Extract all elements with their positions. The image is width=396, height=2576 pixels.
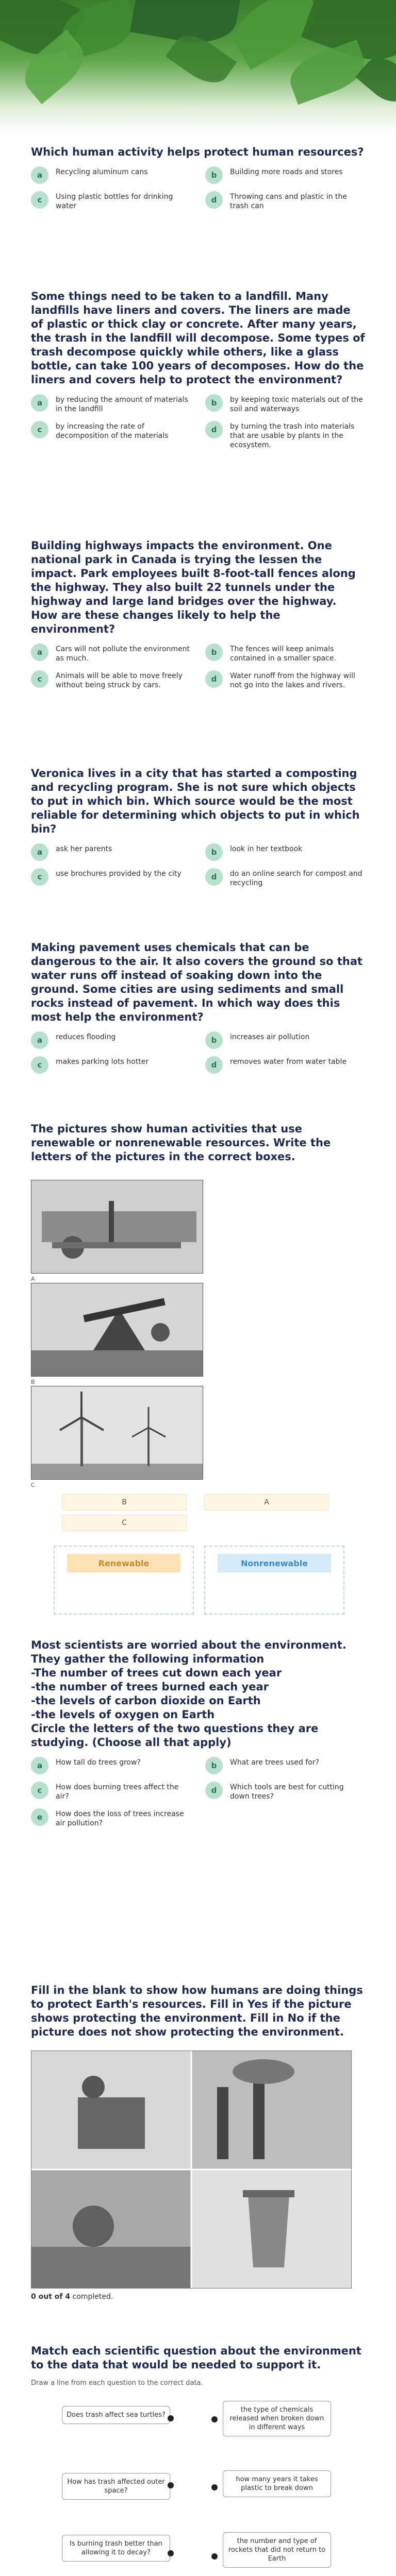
image-a-block <box>31 1180 203 1291</box>
option-label: by turning the trash into materials that are usable by plants in the ecosystem. <box>230 422 355 449</box>
option-b[interactable] <box>205 166 365 184</box>
question-text: Building highways impacts the environment. One national park in Canada is trying the lessen the impact. Park employees built 8-foot-tall fences along the highway. They also built 22 tunnels under the highway and large land bridges over the highway. How are these changes likely to help the environment? <box>31 539 356 635</box>
image-wind-turbines <box>31 1386 203 1480</box>
option-d[interactable] <box>205 191 365 211</box>
option-letter: c <box>31 421 48 438</box>
option-c[interactable] <box>31 670 191 690</box>
drag-chip-c[interactable]: C <box>62 1515 187 1531</box>
option-letter: b <box>205 1031 223 1049</box>
option-d[interactable] <box>205 421 365 450</box>
option-label: Building more roads and stores <box>230 168 343 176</box>
option-c[interactable] <box>31 191 191 211</box>
option-label: removes water from water table <box>230 1058 347 1066</box>
question-text: Fill in the blank to show how humans are doing things to protect Earth's resources. Fill in Yes if the picture shows protecting the environment. Fill in No if the picture does not show protecting the environment. <box>31 1984 363 2038</box>
option-c[interactable] <box>31 1782 191 1801</box>
option-letter: a <box>31 843 48 861</box>
question-3 <box>31 539 365 690</box>
option-label: do an online search for compost and recycling <box>230 870 362 887</box>
option-label: Cars will not pollute the environment as much. <box>56 645 190 663</box>
option-d[interactable] <box>205 868 365 888</box>
option-letter: d <box>205 421 223 438</box>
option-letter: a <box>31 394 48 412</box>
drag-chip-a[interactable]: A <box>204 1494 329 1511</box>
progress-text <box>31 2293 113 2301</box>
match-left-2-dot[interactable] <box>168 2482 174 2488</box>
match-left-2[interactable]: How has trash affected outer space? <box>62 2473 170 2500</box>
question-2 <box>31 290 365 450</box>
question-5 <box>31 941 365 1074</box>
option-label: Animals will be able to move freely without being struck by cars. <box>56 672 183 689</box>
option-label: ask her parents <box>56 845 112 853</box>
option-a[interactable] <box>31 166 191 184</box>
match-left-1[interactable]: Does trash affect sea turtles? <box>62 2406 170 2424</box>
options <box>31 643 365 690</box>
match-right-2-dot[interactable] <box>211 2484 218 2490</box>
renewable-label: Renewable <box>67 1554 180 1572</box>
option-letter: c <box>31 868 48 886</box>
question-text: Which human activity helps protect human resources? <box>31 146 364 158</box>
option-label: Recycling aluminum cans <box>56 168 148 176</box>
option-a[interactable] <box>31 394 191 414</box>
option-letter: c <box>31 191 48 209</box>
option-label: How tall do trees grow? <box>56 1758 141 1767</box>
option-label: How does the loss of trees increase air pollution? <box>56 1810 184 1827</box>
options <box>31 394 365 450</box>
option-letter: b <box>205 843 223 861</box>
question-text: Match each scientific question about the environment to the data that would be needed to support it. <box>31 2345 361 2371</box>
option-letter: c <box>31 1056 48 1074</box>
options <box>31 166 365 211</box>
option-b[interactable] <box>205 1757 365 1774</box>
match-area <box>31 2396 365 2576</box>
option-b[interactable] <box>205 1031 365 1049</box>
option-letter: d <box>205 191 223 209</box>
question-text: Some things need to be taken to a landfill. Many landfills have liners and covers. The liners are made of plastic or thick clay or concrete. After many years, the trash in the landfill will decompose. Some types of trash decompose quickly while others, like a glass bottle, can take 100 years of decomposes. How do the liners and covers help to protect the environment? <box>31 290 365 386</box>
option-d[interactable] <box>205 1782 365 1801</box>
match-left-3[interactable]: Is burning trash better than allowing it to decay? <box>62 2535 170 2562</box>
question-text: Most scientists are worried about the environment. They gather the following information -The number of trees cut down each year -the number of trees burned each year -the levels of carbon dioxide on Earth -the levels of oxygen on Earth Circle the letters of the two questions they are studying. (Choose all that apply) <box>31 1639 346 1749</box>
option-label: by increasing the rate of decomposition of the materials <box>56 422 169 440</box>
option-b[interactable] <box>205 643 365 663</box>
options <box>31 843 365 888</box>
option-label: Which tools are best for cutting down trees? <box>230 1783 344 1801</box>
option-letter: a <box>31 166 48 184</box>
option-e[interactable] <box>31 1808 191 1828</box>
dropzone-nonrenewable[interactable] <box>204 1546 344 1615</box>
question-9 <box>31 2344 365 2387</box>
question-7 <box>31 1638 365 1828</box>
leaf-banner <box>0 0 396 134</box>
option-letter: b <box>205 1757 223 1774</box>
option-a[interactable] <box>31 843 191 861</box>
options <box>31 1757 365 1828</box>
option-letter: c <box>31 670 48 688</box>
option-label: increases air pollution <box>230 1033 310 1041</box>
image-c-label: C <box>31 1482 35 1488</box>
question-text: Making pavement uses chemicals that can be dangerous to the air. It also covers the ground so that water runs off instead of soaking down into the ground. Some cities are using sediments and small rocks instead of pavement. In which way does this most help the environment? <box>31 941 363 1023</box>
image-c-block <box>31 1386 203 1497</box>
option-letter: e <box>31 1808 48 1826</box>
option-label: What are trees used for? <box>230 1758 320 1767</box>
option-label: Using plastic bottles for drinking water <box>56 193 173 210</box>
question-6 <box>31 1122 365 1171</box>
question-1 <box>31 145 365 211</box>
options <box>31 1031 365 1074</box>
yes-no-image-grid <box>31 2050 352 2289</box>
dropzone-renewable[interactable] <box>54 1546 194 1615</box>
option-label: use brochures provided by the city <box>56 870 182 878</box>
nonrenewable-label: Nonrenewable <box>218 1554 331 1572</box>
match-left-3-dot[interactable] <box>168 2550 174 2556</box>
option-letter: b <box>205 394 223 412</box>
progress-suffix: completed. <box>72 2293 113 2301</box>
option-label: by keeping toxic materials out of the soil and waterways <box>230 396 363 413</box>
option-label: Water runoff from the highway will not go into the lakes and rivers. <box>230 672 355 689</box>
option-letter: b <box>205 643 223 661</box>
option-letter: a <box>31 1031 48 1049</box>
option-label: Throwing cans and plastic in the trash can <box>230 193 348 210</box>
instruction-text: Draw a line from each question to the correct data. <box>31 2379 203 2387</box>
option-letter: c <box>31 1782 48 1799</box>
option-a[interactable] <box>31 1031 191 1049</box>
option-d[interactable] <box>205 670 365 690</box>
option-letter: a <box>31 1757 48 1774</box>
option-b[interactable] <box>205 394 365 414</box>
option-letter: a <box>31 643 48 661</box>
option-c[interactable] <box>31 1056 191 1074</box>
option-a[interactable] <box>31 643 191 663</box>
option-letter: d <box>205 1056 223 1074</box>
image-b-label: B <box>31 1379 35 1385</box>
match-right-1[interactable]: the type of chemicals released when broken down in different ways <box>223 2401 331 2436</box>
option-label: How does burning trees affect the air? <box>56 1783 179 1801</box>
option-a[interactable] <box>31 1757 191 1774</box>
progress-count: 0 out of 4 <box>31 2293 71 2301</box>
option-letter: d <box>205 1782 223 1799</box>
option-letter: d <box>205 868 223 886</box>
option-c[interactable] <box>31 421 191 450</box>
match-left-1-dot[interactable] <box>168 2415 174 2421</box>
match-right-1-dot[interactable] <box>211 2416 218 2422</box>
image-b-block <box>31 1283 203 1394</box>
option-label: reduces flooding <box>56 1033 116 1041</box>
question-8 <box>31 1984 365 2046</box>
match-right-3-dot[interactable] <box>211 2553 218 2560</box>
option-label: look in her textbook <box>230 845 303 853</box>
option-label: makes parking lots hotter <box>56 1058 149 1066</box>
option-letter: b <box>205 166 223 184</box>
option-label: by reducing the amount of materials in the landfill <box>56 396 188 413</box>
question-4 <box>31 767 365 888</box>
option-c[interactable] <box>31 868 191 888</box>
drag-chip-b[interactable]: B <box>62 1494 187 1511</box>
question-text: The pictures show human activities that use renewable or nonrenewable resources. Write the letters of the pictures in the correct boxes. <box>31 1123 331 1163</box>
image-sawmill <box>31 1180 203 1274</box>
image-oil-pump <box>31 1283 203 1377</box>
option-d[interactable] <box>205 1056 365 1074</box>
match-right-3[interactable]: the number and type of rockets that did not return to Earth <box>223 2532 331 2568</box>
image-a-label: A <box>31 1276 35 1282</box>
option-b[interactable] <box>205 843 365 861</box>
question-text: Veronica lives in a city that has started a composting and recycling program. She is not sure which objects to put in which bin. Which source would be the most reliable for determining which objects to put in which bin? <box>31 767 360 835</box>
option-letter: d <box>205 670 223 688</box>
option-label: The fences will keep animals contained in a smaller space. <box>230 645 336 663</box>
match-right-2[interactable]: how many years it takes plastic to break down <box>223 2470 331 2497</box>
